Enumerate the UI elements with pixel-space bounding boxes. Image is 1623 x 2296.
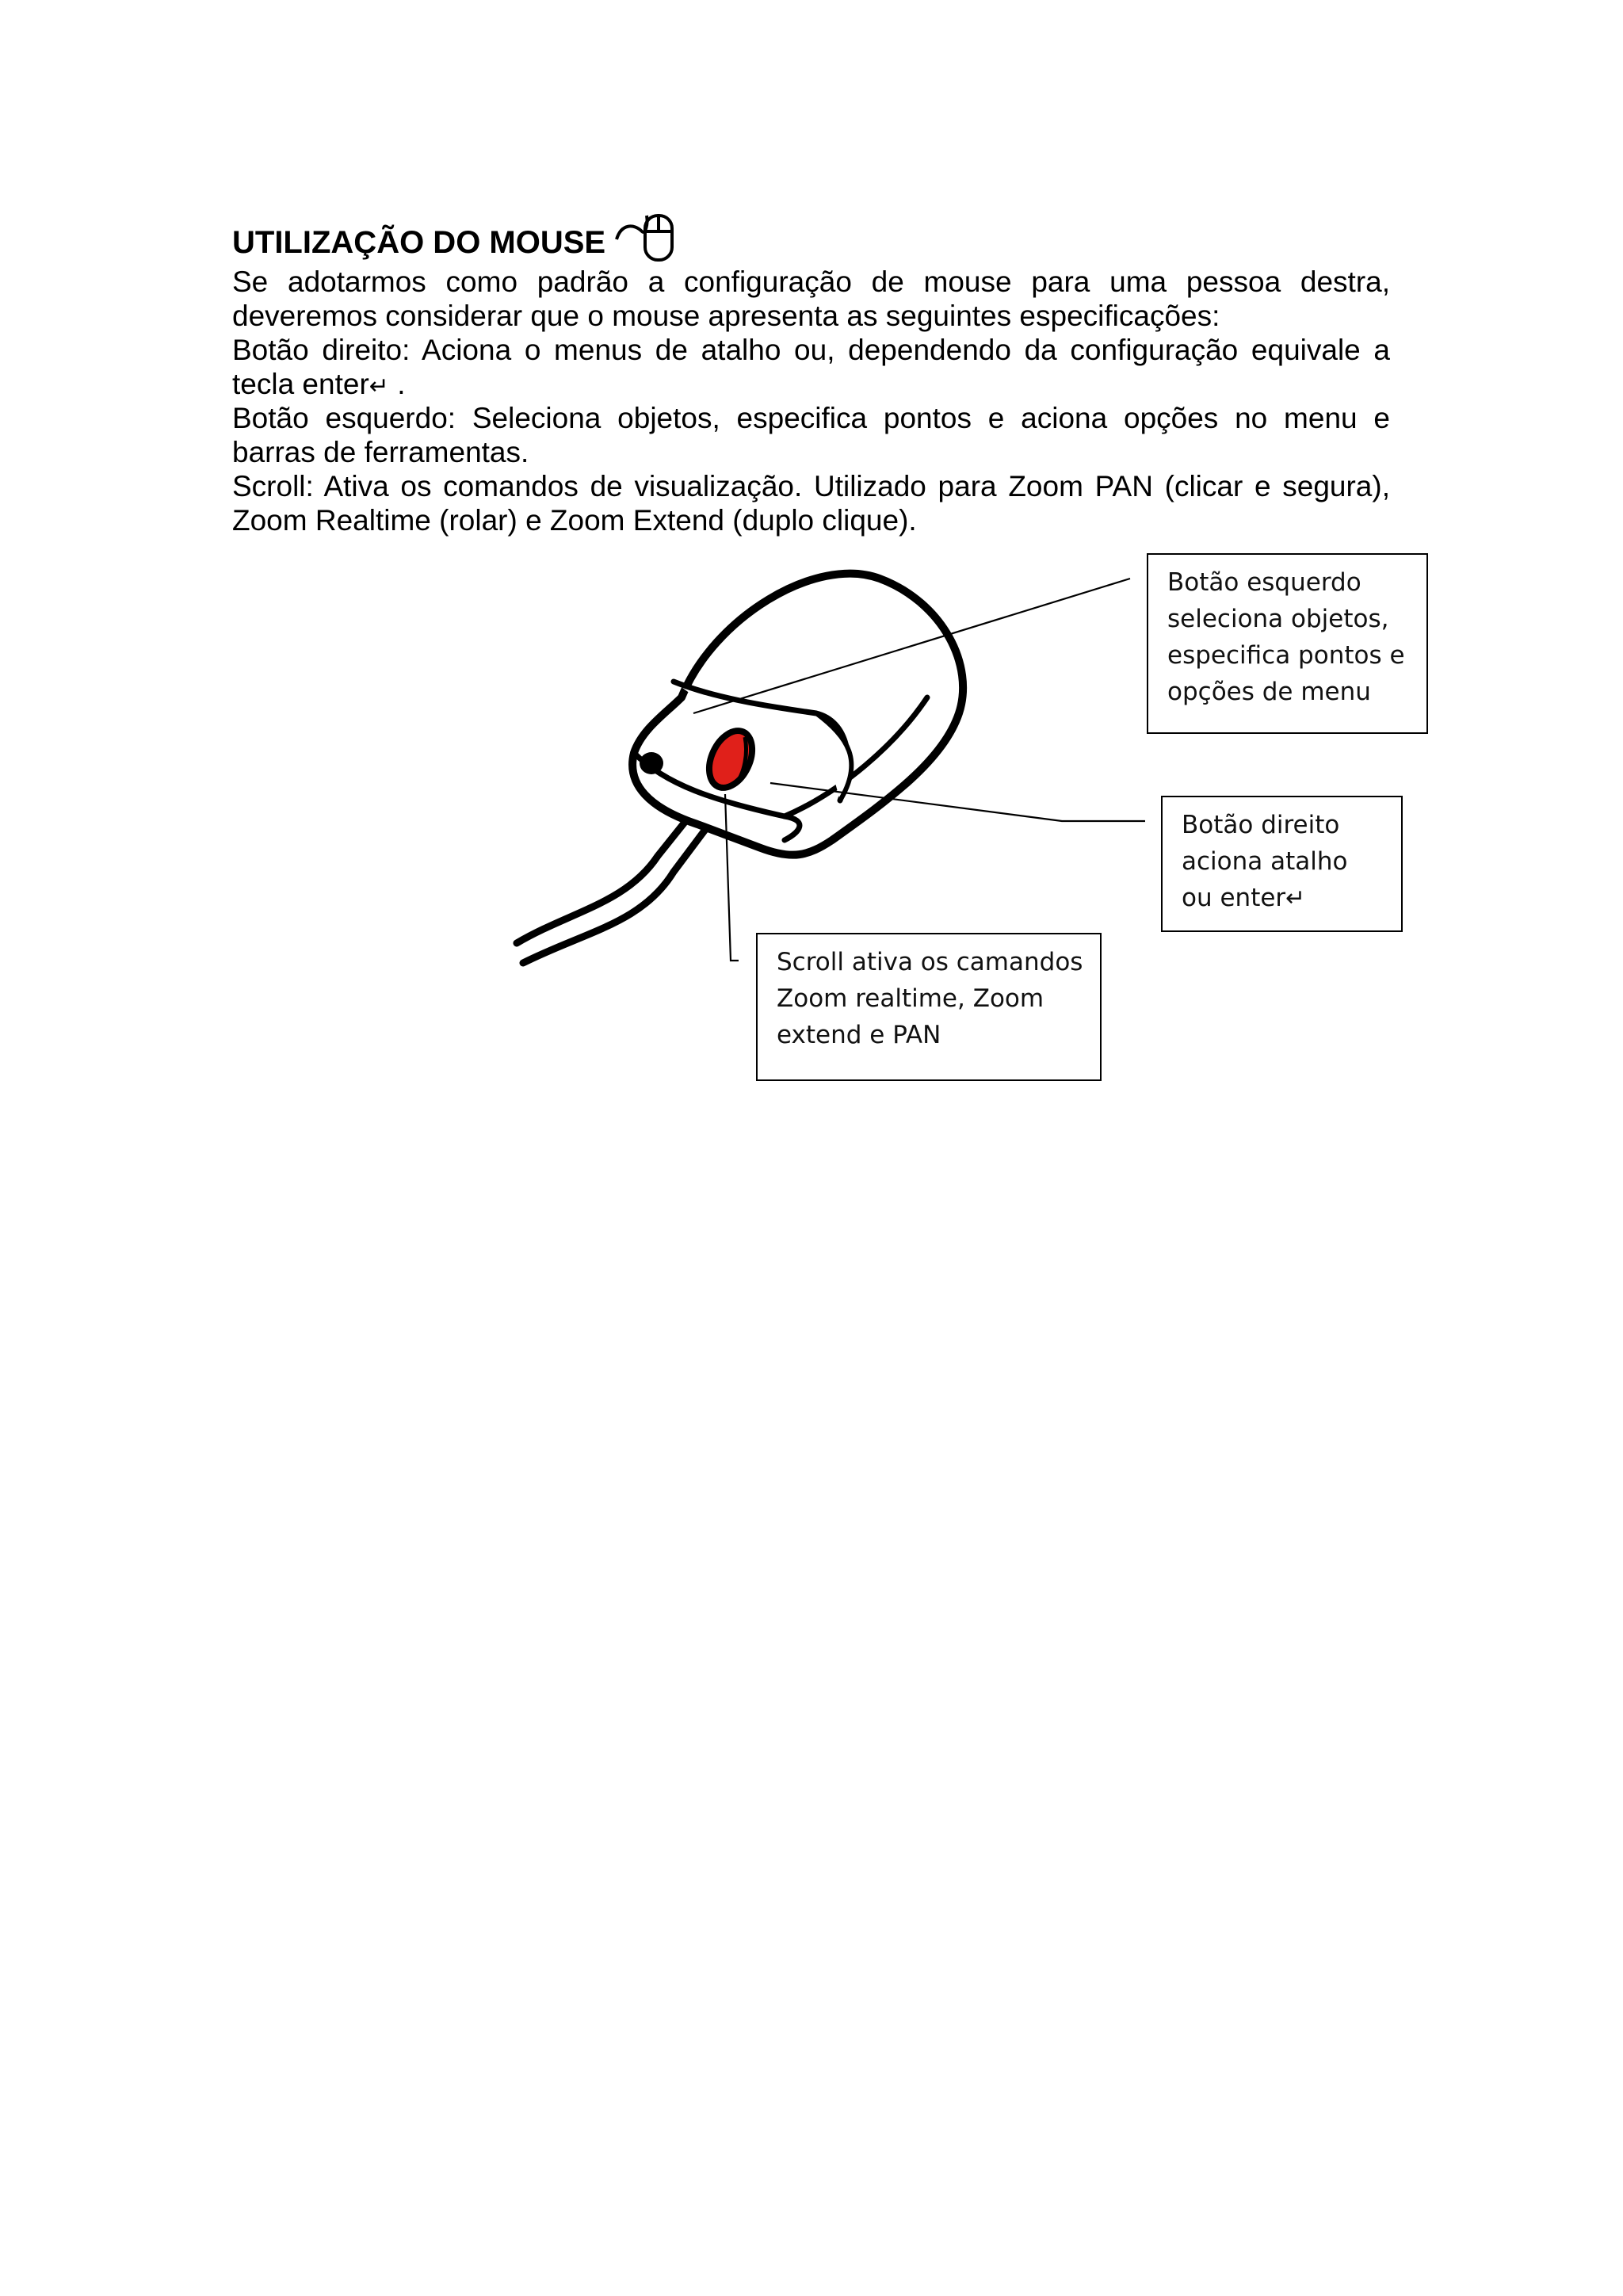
callout-left-line-2: seleciona objetos, (1167, 605, 1389, 633)
callout-scroll (756, 933, 1102, 1081)
scroll-paragraph (232, 469, 1390, 537)
right-button-line-1: Botão direito: Aciona o menus de atalho ou, dependendo da configuração equivale a (232, 334, 1390, 366)
callout-scroll-line-1: Scroll ativa os camandos (777, 948, 1083, 976)
callout-scroll-line-3: extend e PAN (777, 1021, 941, 1049)
left-button-line-1: Botão esquerdo: Seleciona objetos, especifica pontos e aciona opções no menu e (232, 402, 1390, 434)
scroll-line-2: Zoom Realtime (rolar) e Zoom Extend (duplo clique). (232, 504, 917, 537)
callout-scroll-line-2: Zoom realtime, Zoom (777, 984, 1044, 1013)
side-button (640, 752, 663, 774)
callout-right-line-1: Botão direito (1182, 811, 1340, 839)
right-button-line-2-end: . (397, 368, 406, 400)
callout-left-button (1147, 553, 1428, 734)
right-button-line-2 (232, 367, 1390, 403)
mouse-icon (613, 208, 675, 263)
left-button-paragraph (232, 401, 1390, 469)
mouse-cable (517, 808, 713, 963)
mouse-body (632, 574, 963, 855)
right-button-paragraph (232, 333, 1390, 403)
enter-key-icon: ↵ (369, 372, 389, 400)
callout-left-line-3: especifica pontos e (1167, 641, 1405, 670)
callout-right-line-3-text: ou enter (1182, 884, 1286, 912)
callout-left-line-1: Botão esquerdo (1167, 568, 1361, 597)
page-title-text: UTILIZAÇÃO DO MOUSE (232, 225, 606, 260)
intro-line-2: deveremos considerar que o mouse apresenta as seguintes especificações: (232, 300, 1220, 332)
callout-right-line-3 (1182, 880, 1385, 917)
right-button-line-2-text: tecla enter (232, 368, 369, 400)
enter-key-icon: ↵ (1285, 884, 1306, 912)
callout-right-button (1161, 796, 1403, 932)
intro-line-1: Se adotarmos como padrão a configuração de mouse para uma pessoa destra, (232, 266, 1390, 298)
callout-left-line-4: opções de menu (1167, 678, 1371, 706)
scroll-line-1: Scroll: Ativa os comandos de visualização. Utilizado para Zoom PAN (clicar e segura), (232, 470, 1390, 502)
callout-right-line-2: aciona atalho (1182, 847, 1348, 876)
intro-paragraph (232, 265, 1390, 333)
left-button-line-2: barras de ferramentas. (232, 436, 529, 468)
